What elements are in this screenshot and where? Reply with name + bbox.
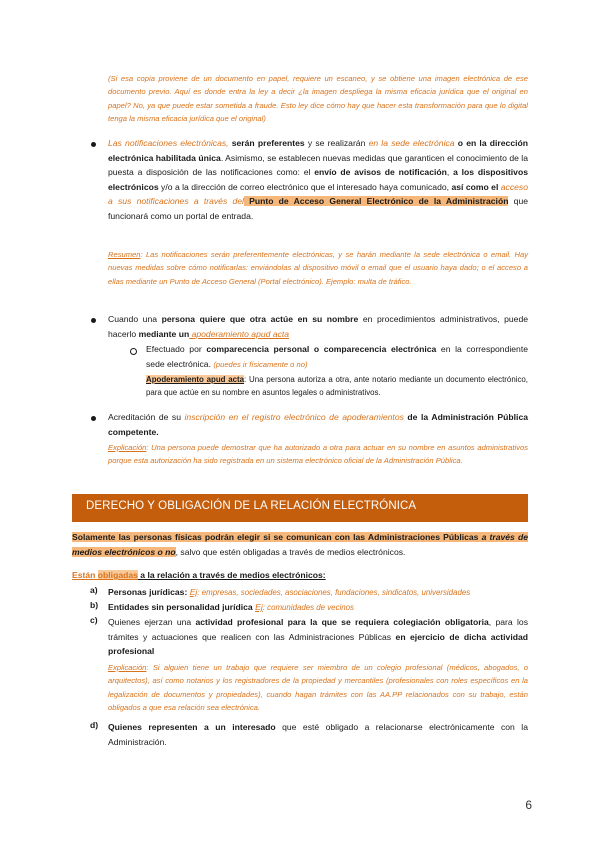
solamente-highlight: Solamente las personas físicas podrán elegir si se comunican con las Administraciones Públicas — [72, 532, 479, 542]
section-banner — [72, 494, 528, 522]
comparecencia-item: Efectuado por comparecencia personal o comparecencia electrónica en la correspondiente sede electrónica. (puedes ir físicamente o no) — [146, 344, 528, 369]
bullet-icon — [91, 416, 96, 421]
notif-term: Las notificaciones electrónicas, — [108, 138, 229, 148]
list-label: d) — [90, 720, 99, 730]
apud-acta-paragraph: Cuando una persona quiere que otra actúe en su nombre en procedimientos administrativos, puede hacerlo mediante un apoderamiento apud acta — [108, 314, 529, 339]
explicacion-note: Explicación: Una persona puede demostrar que ha autorizado a otra para actuar en su nombre en asuntos administrativos porque esta autorización ha sido registrada en un sistema electrónico oficial de la Administración Pública. — [108, 443, 528, 466]
list-label: c) — [90, 615, 98, 625]
list-item-a: Personas jurídicas: Ej: empresas, sociedades, asociaciones, fundaciones, sindicatos, universidades — [108, 587, 471, 597]
bullet-icon — [91, 318, 96, 323]
intro-note: (Si esa copia proviene de un documento en papel, requiere un escaneo, y se obtiene una imagen electrónica de ese documento previo. Aquí es donde entra la ley a decir ¿la imagen despliega la misma eficacia jurídica que el original en papel? No, ya que puede estar sometida a fraude. Esto ley dice cómo hay que hacer esta transformación para que lo digital tenga la misma eficacia jurídica que el original) — [108, 74, 528, 124]
list-item-d: Quienes representen a un interesado que esté obligado a relacionarse electrónicamente con la Administración. — [108, 722, 528, 747]
colegiacion-explicacion: Explicación: Si alguien tiene un trabajo que requiere ser miembro de un colegio profesional (médicos, abogados, o arquitectos), así como notarios y los registradores de la propiedad y mercantiles (profesionales con roles específicos en la legalización de documentos y propiedades), cuando hagan trámites con las AA.PP relacionados con su trabajo, están obligados a que esa relación sea electrónica. — [108, 663, 528, 713]
list-item-b: Entidades sin personalidad jurídica Ej: comunidades de vecinos — [108, 602, 354, 612]
registro-paragraph: Acreditación de su inscripción en el registro electrónico de apoderamientos de la Administración Pública competente. — [108, 412, 528, 437]
punto-acceso-highlight: Punto de Acceso General Electrónico de la Administración — [243, 196, 509, 207]
list-label: b) — [90, 600, 99, 610]
section-title: DERECHO Y OBLIGACIÓN DE LA RELACIÓN ELECTRÓNICA — [86, 500, 417, 512]
solamente-paragraph: Solamente las personas físicas podrán elegir si se comunican con las Administraciones Públicas a través de medios electrónicos o no, salvo que estén obligadas a través de medios electrónicos. — [72, 532, 528, 557]
page-number: 6 — [525, 798, 532, 812]
resumen-note: Resumen: Las notificaciones serán preferentemente electrónicas, y se harán mediante la sede electrónica o email. Hay nuevas medidas sobre cómo notificarlas: enviándolas al dispositivo móvil o email que el usuario haya dado; o el acceso a ellas mediante un Punto de Acceso General (Portal electrónico). Ejemplo: multa de tráfico. — [108, 250, 528, 286]
obligadas-heading: Están obligadas a la relación a través de medios electrónicos: — [72, 570, 326, 580]
list-label: a) — [90, 585, 98, 595]
list-item-c: Quienes ejerzan una actividad profesional para la que se requiera colegiación obligatoria, para los trámites y actuaciones que realicen con las Administraciones Públicas en ejercicio de dicha actividad profesional — [108, 617, 528, 657]
notifications-paragraph: Las notificaciones electrónicas, serán preferentes y se realizarán en la sede electrónica o en la dirección electrónica habilitada única. Asimismo, se establecen nuevas medidas que garanticen el conocimiento de la puesta a disposición de las notificaciones como: el envío de avisos de notificación, a los dispositivos electrónicos y/o a la dirección de correo electrónico que el interesado haya comunicado, así como el acceso a sus notificaciones a través del Punto de Acceso General Electrónico de la Administración que funcionará como un portal de entrada. — [108, 138, 528, 221]
apoderamiento-definition: Apoderamiento apud acta: Una persona autoriza a otra, ante notario mediante un documento electrónico, para que actúe en su nombre en asuntos legales o administrativos. — [146, 375, 528, 398]
circle-bullet-icon — [130, 348, 137, 355]
bullet-icon — [91, 142, 96, 147]
apud-acta-link: apoderamiento apud acta — [189, 328, 290, 339]
